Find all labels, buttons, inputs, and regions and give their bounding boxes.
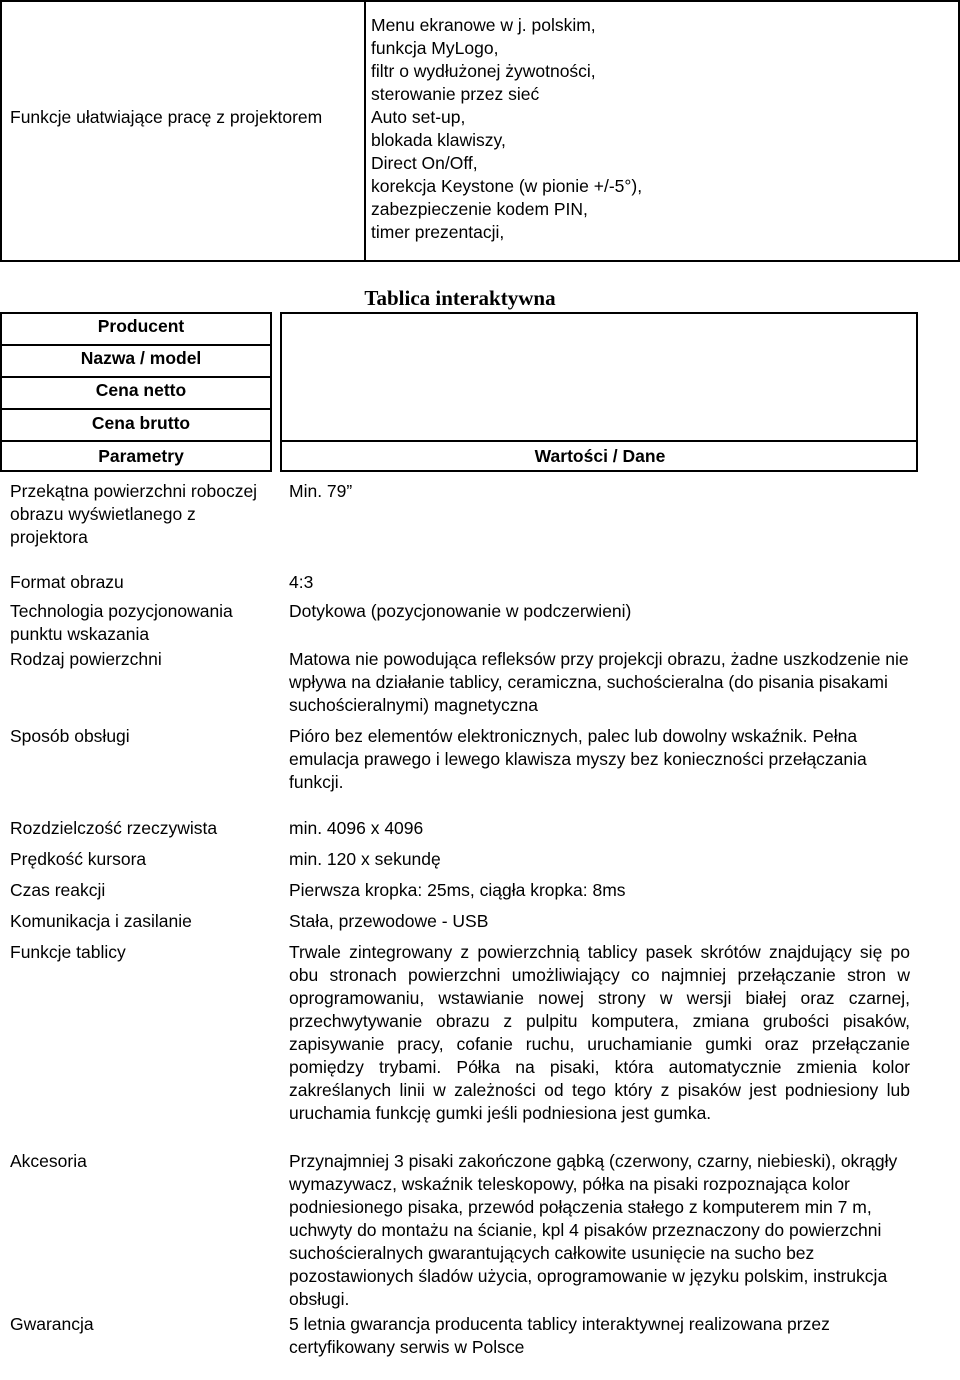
feature-item: Menu ekranowe w j. polskim, — [371, 15, 596, 35]
feature-item: Auto set-up, — [371, 107, 466, 127]
row-divider — [2, 376, 270, 378]
feature-list — [371, 14, 956, 244]
value-technologia: Dotykowa (pozycjonowanie w podczerwieni) — [289, 601, 632, 621]
feature-item: Direct On/Off, — [371, 153, 478, 173]
row-divider — [282, 440, 916, 442]
value-komunikacja: Stała, przewodowe - USB — [289, 911, 489, 931]
row-divider — [2, 440, 270, 442]
row-divider — [2, 344, 270, 346]
value-gwarancja: 5 letnia gwarancja producenta tablicy interaktywnej realizowana przez certyfikowany serwis w Polsce — [289, 1314, 830, 1357]
header-parametry: Parametry — [98, 446, 184, 466]
param-funkcje: Funkcje tablicy — [10, 942, 126, 962]
feature-item: korekcja Keystone (w pionie +/-5°), — [371, 176, 643, 196]
top-table-label: Funkcje ułatwiające pracę z projektorem — [10, 107, 323, 127]
feature-item: sterowanie przez sieć — [371, 84, 540, 104]
param-czas: Czas reakcji — [10, 880, 106, 900]
param-rodzaj: Rodzaj powierzchni — [10, 649, 162, 669]
header-producent: Producent — [97, 316, 185, 336]
feature-item: zabezpieczenie kodem PIN, — [371, 199, 588, 219]
param-komunikacja: Komunikacja i zasilanie — [10, 911, 192, 931]
feature-item: timer prezentacji, — [371, 222, 505, 242]
value-format: 4:3 — [289, 572, 314, 592]
feature-item: funkcja MyLogo, — [371, 38, 499, 58]
param-sposob: Sposób obsługi — [10, 726, 130, 746]
feature-item: filtr o wydłużonej żywotności, — [371, 61, 596, 81]
header-cena-brutto: Cena brutto — [91, 413, 191, 433]
value-predkosc: min. 120 x sekundę — [289, 849, 441, 869]
value-funkcje: Trwale zintegrowany z powierzchnią tablicy pasek skrótów znajdujący się po obu stronach powierzchni umożliwiający co najmniej przełączanie stron w oprogramowaniu, wstawianie nowej strony w wersji białej oraz czarnej, przechwytywanie obrazu z pulpitu komputera, zmiana grubości pisaków, zapisywanie pracy, cofanie ruchu, uruchamianie gumki oraz przełączanie pomiędzy trybami. Półka na pisaki, która automatycznie zmienia kolor zakreślanych linii w zależności od tego który z pisaków jest podniesiony lub uruchamia funkcję gumki jeśli podniesiona jest gumka. — [289, 942, 910, 1123]
section-title: Tablica interaktywna — [364, 286, 556, 310]
value-akcesoria: Przynajmniej 3 pisaki zakończone gąbką (czerwony, czarny, niebieski), okrągły wymazywacz, wskaźnik teleskopowy, półka na pisaki rozpoznająca kolor podniesionego pisaka, przewód połączenia stałego z komputerem min 7 m, uchwyty do montażu na ścianie, kpl 4 pisaków przeznaczony do powierzchni suchościeralnych gwarantujących całkowite usunięcie na sucho bez pozostawionych śladów użycia, oprogramowanie w języku polskim, instrukcja obsługi. — [289, 1151, 898, 1309]
header-wartosci: Wartości / Dane — [534, 446, 666, 466]
value-przekatna: Min. 79” — [289, 481, 353, 501]
value-czas: Pierwsza kropka: 25ms, ciągła kropka: 8ms — [289, 880, 626, 900]
value-rozdzielczosc: min. 4096 x 4096 — [289, 818, 424, 838]
value-rodzaj: Matowa nie powodująca refleksów przy projekcji obrazu, żadne uszkodzenie nie wpływa na działanie tablicy, ceramiczna, suchościeralna (do pisania pisakami suchościeralnymi) magnetyczna — [289, 649, 909, 715]
header-cena-netto: Cena netto — [95, 380, 187, 400]
header-nazwa-model: Nazwa / model — [80, 348, 202, 368]
feature-item: blokada klawiszy, — [371, 130, 506, 150]
param-rozdzielczosc: Rozdzielczość rzeczywista — [10, 818, 218, 838]
param-predkosc: Prędkość kursora — [10, 849, 147, 869]
param-przekatna: Przekątna powierzchni roboczej obrazu wyświetlanego z projektora — [10, 481, 258, 547]
param-akcesoria: Akcesoria — [10, 1151, 87, 1171]
top-table-divider — [364, 2, 366, 262]
value-sposob: Pióro bez elementów elektronicznych, palec lub dowolny wskaźnik. Pełna emulacja prawego i lewego klawisza myszy bez konieczności przełączania funkcji. — [289, 726, 867, 792]
param-gwarancja: Gwarancja — [10, 1314, 94, 1334]
row-divider — [2, 408, 270, 410]
param-technologia: Technologia pozycjonowania punktu wskazania — [10, 601, 233, 644]
param-format: Format obrazu — [10, 572, 124, 592]
